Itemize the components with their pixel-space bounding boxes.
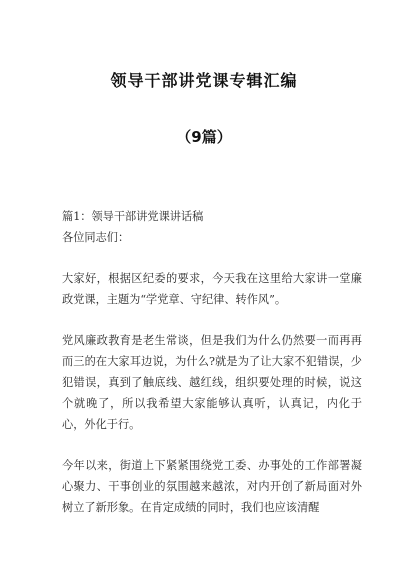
paragraph-gap [62, 248, 362, 268]
section-heading: 篇1：领导干部讲党课讲话稿 [62, 210, 204, 223]
document-subtitle: （9篇） [176, 128, 232, 146]
paragraph-gap [62, 310, 362, 330]
paragraph-3: 今年以来，街道上下紧紧围绕党工委、办事处的工作部署凝心聚力、干事创业的氛围越来越浓，对内开创了新局面对外树立了新形象。在肯定成绩的同时，我们也应该清醒 [62, 459, 362, 514]
document-body [62, 206, 362, 518]
paragraph-gap [62, 435, 362, 455]
document-title: 领导干部讲党课专辑汇编 [110, 71, 298, 90]
paragraph-2: 党风廉政教育是老生常谈，但是我们为什么仍然要一而再再而三的在大家耳边说，为什么?就是为了让大家不犯错误，少犯错误，真到了触底线、越红线，组织要处理的时候，说这个就晚了，所以我希望大家能够认真听，认真记，内化于心，外化于行。 [62, 334, 362, 431]
salutation: 各位同志们： [62, 231, 130, 244]
paragraph-1: 大家好，根据区纪委的要求，今天我在这里给大家讲一堂廉政党课，主题为“学党章、守纪律、转作风”。 [62, 272, 362, 306]
